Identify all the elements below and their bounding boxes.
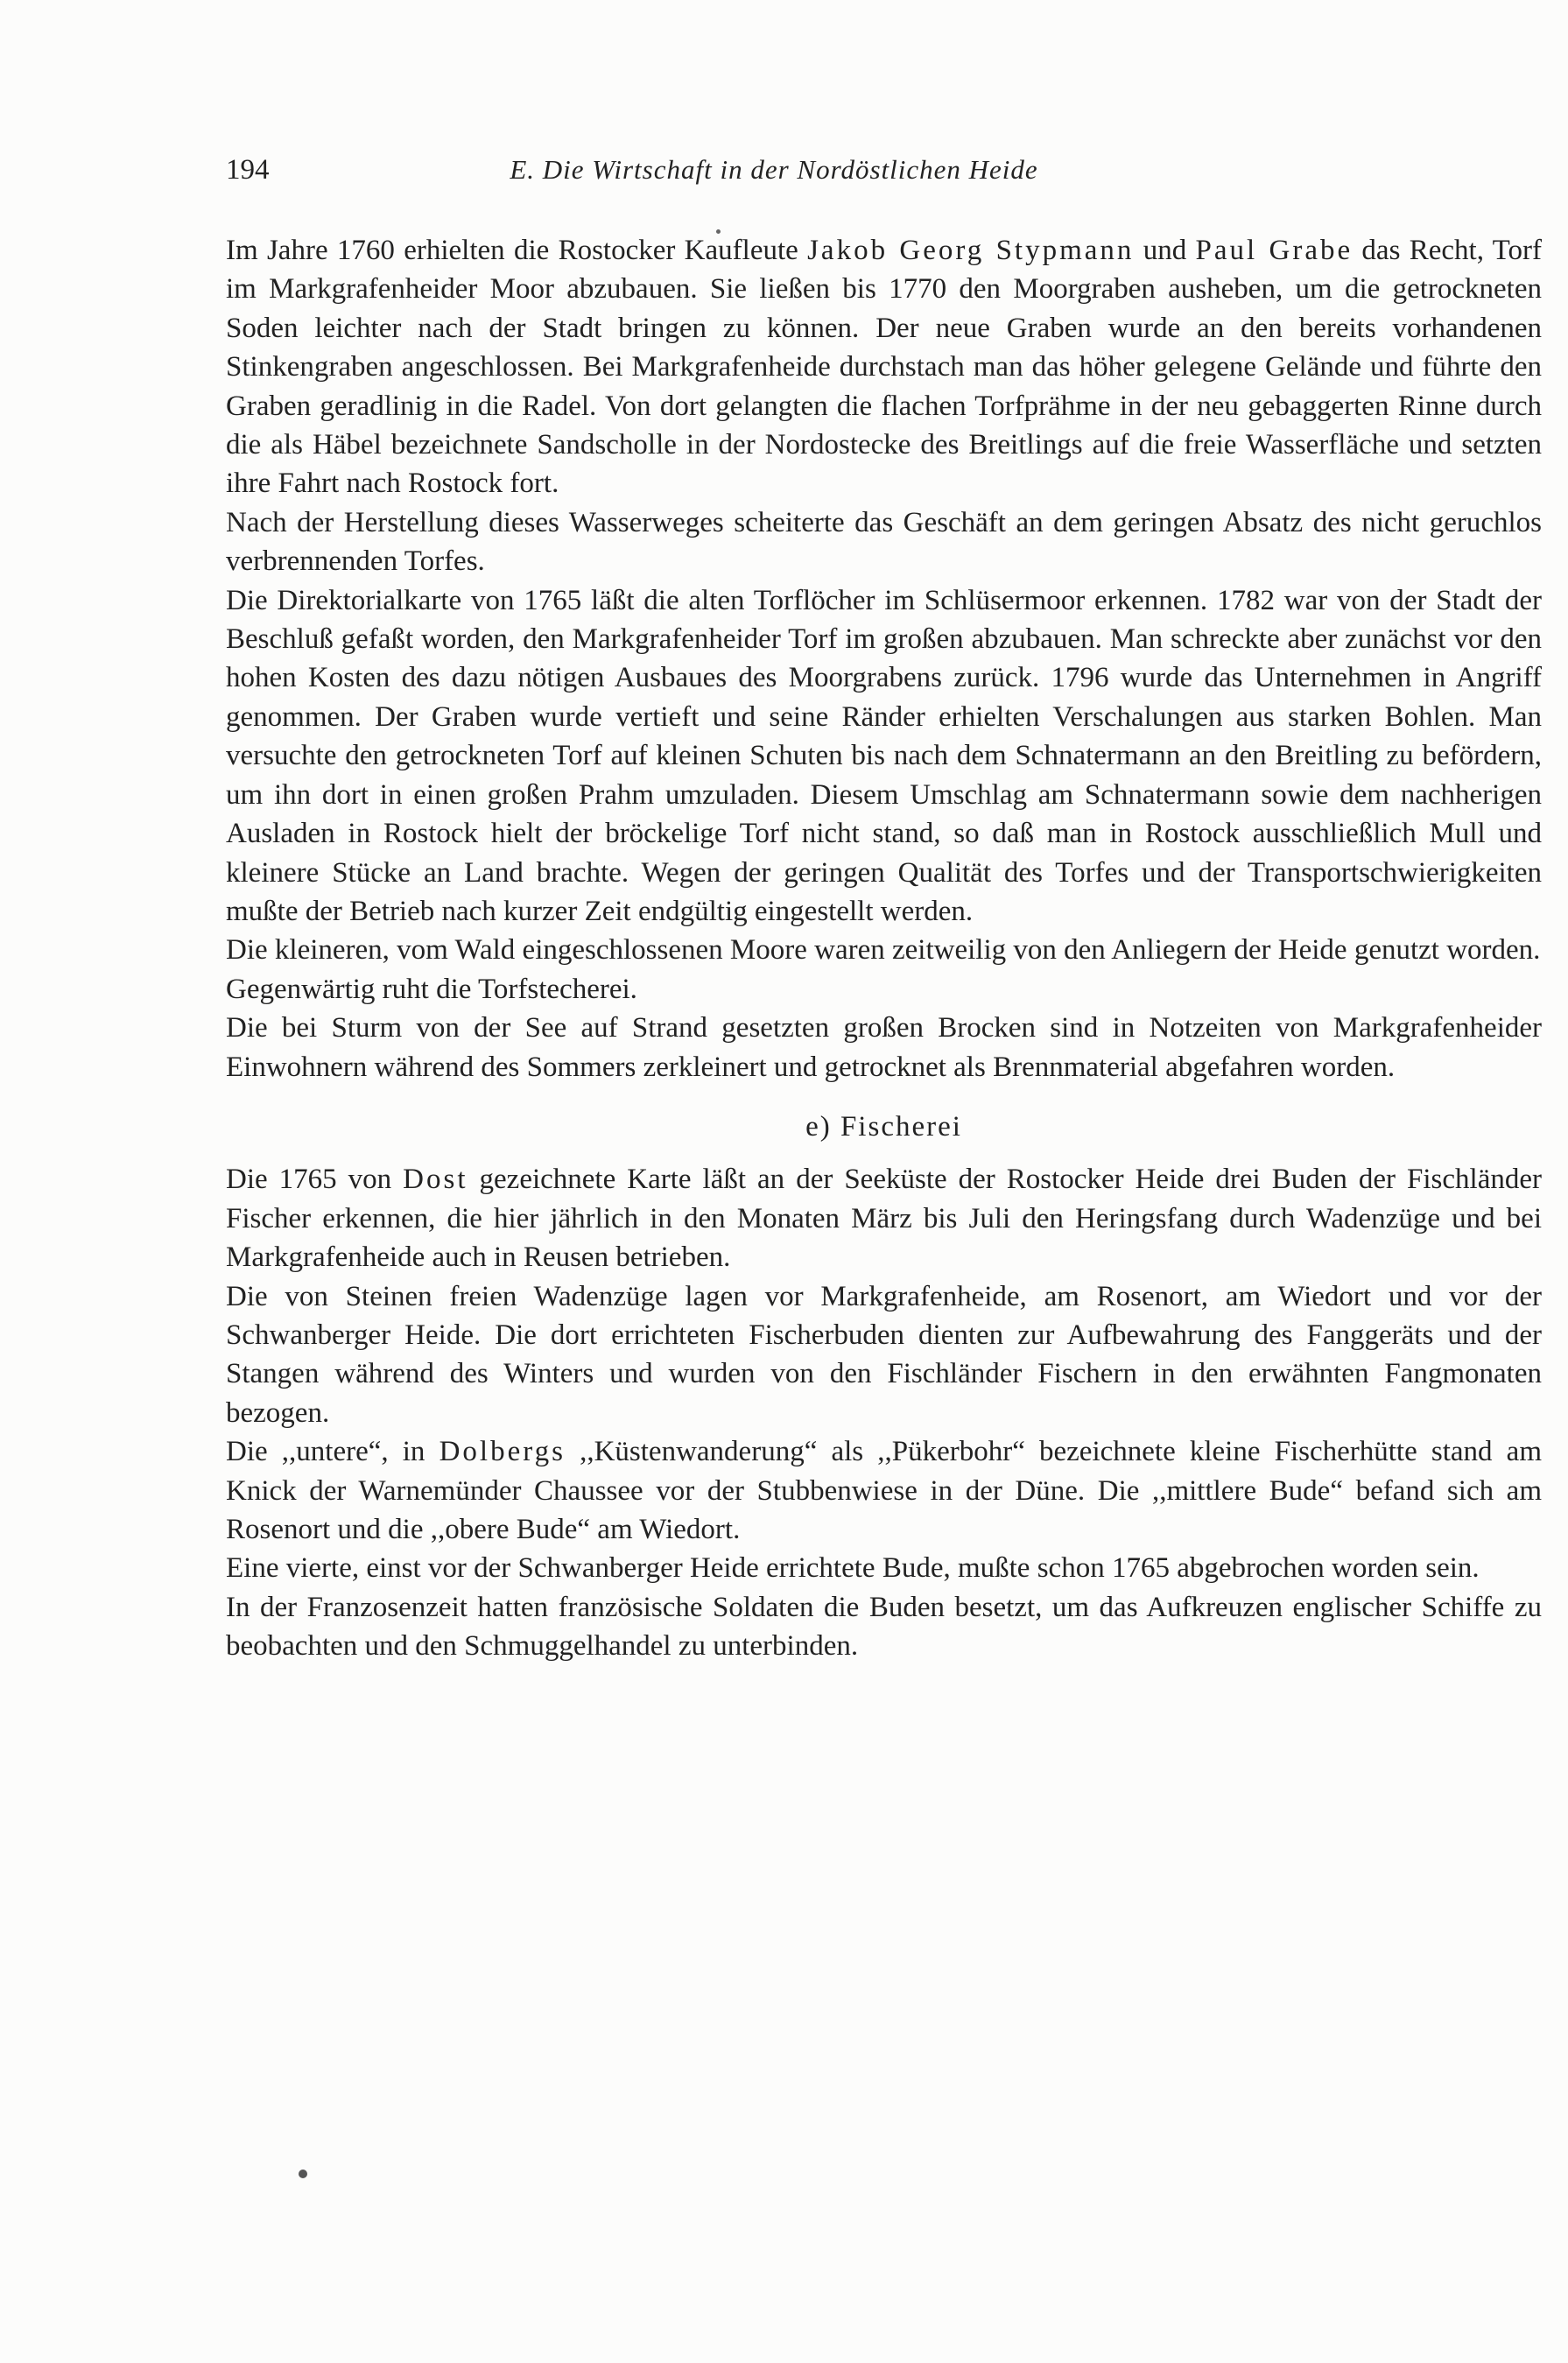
paragraph-direktorialkarte: Die Direktorialkarte von 1765 läßt die alten Torflöcher im Schlüsermoor erkennen. 1782 war von der Stadt der Beschluß gefaßt worden, den Markgrafenheider Torf im großen abzubauen. Man schreckte aber zunächst vor den hohen Kosten des dazu nötigen Ausbaues des Moorgrabens zurück. 1796 wurde das Unternehmen in Angriff genommen. Der Graben wurde vertieft und seine Ränder erhielten Verschalungen aus starken Bohlen. Man versuchte den getrockneten Torf auf kleinen Schuten bis nach dem Schnatermann an den Breitling zu befördern, um ihn dort in einen großen Prahm umzuladen. Diesem Umschlag am Schnatermann sowie dem nachherigen Ausladen in Rostock hielt der bröckelige Torf nicht stand, so daß man in Rostock ausschließlich Mull und kleinere Stücke an Land brachte. Wegen der geringen Qualität des Torfes und der Transportschwierigkeiten mußte der Betrieb nach kurzer Zeit endgültig eingestellt werden. — [226, 584, 1542, 927]
paragraph-vierte-bude: Eine vierte, einst vor der Schwanberger Heide errichtete Bude, mußte schon 1765 abgebrochen worden sein. — [226, 1552, 1480, 1585]
text-run: ,,Küstenwanderung“ als ,,Pükerbohr“ bezeichnete kleine Fischerhütte stand am Knick der Warnemünder Chaussee vor der Stubbenwiese in der Düne. Die ,,mittlere Bude“ befand sich am Rosenort und die ,,obere Bude“ am Wiedort. — [226, 1436, 1542, 1545]
main-text — [226, 231, 1542, 1666]
person-name-dolberg: Dolbergs — [439, 1436, 566, 1468]
paragraph-franzosenzeit: In der Franzosenzeit hatten französische Soldaten die Buden besetzt, um das Aufkreuzen englischer Schiffe zu beobachten und den Schmuggelhandel zu unterbinden. — [226, 1591, 1542, 1663]
paragraph-kleinere-moore: Die kleineren, vom Wald eingeschlossenen Moore waren zeitweilig von den Anliegern der Heide genutzt worden. — [226, 934, 1541, 967]
paragraph-wadenzuege: Die von Steinen freien Wadenzüge lagen vor Markgrafenheide, am Rosenort, am Wiedort und vor der Schwanberger Heide. Die dort errichteten Fischerbuden dienten zur Aufbewahrung des Fanggeräts und der Stangen während des Winters und wurden von den Fischländer Fischern in den erwähnten Fangmonaten bezogen. — [226, 1280, 1542, 1429]
paragraph-wasserweg: Nach der Herstellung dieses Wasserweges scheiterte das Geschäft an dem geringen Absatz des nicht geruchlos verbrennenden Torfes. — [226, 506, 1542, 578]
text-run: Im Jahre 1760 erhielten die Rostocker Kaufleute — [226, 235, 808, 266]
person-name-dost: Dost — [403, 1164, 468, 1196]
person-name-grabe: Paul Grabe — [1195, 235, 1354, 266]
section-heading-fischerei: e) Fischerei — [805, 1110, 962, 1143]
paragraph-gegenwart: Gegenwärtig ruht die Torfstecherei. — [226, 973, 637, 1005]
paragraph-fischerbuden-karte — [226, 1160, 1542, 1276]
print-speck — [299, 2170, 307, 2178]
page-number: 194 — [226, 154, 270, 186]
text-run: gezeichnete Karte läßt an der Seeküste der Rostocker Heide drei Buden der Fischländer Fischer erkennen, die hier jährlich in den Monaten März bis Juli den Heringsfang durch Wadenzüge und bei Markgrafenheide auch in Reusen betrieben. — [226, 1164, 1542, 1274]
text-run: Die ,,untere“, in — [226, 1436, 439, 1468]
text-run: und — [1134, 235, 1196, 266]
page-header — [226, 151, 1208, 189]
paragraph-untere-bude — [226, 1432, 1542, 1549]
paragraph-torf-abbau — [226, 231, 1542, 503]
text-run: Die 1765 von — [226, 1164, 404, 1196]
running-title: E. Die Wirtschaft in der Nordöstlichen Heide — [510, 154, 1038, 185]
paragraph-brocken: Die bei Sturm von der See auf Strand gesetzten großen Brocken sind in Notzeiten von Markgrafenheider Einwohnern während des Sommers zerkleinert und getrocknet als Brennmaterial abgefahren worden. — [226, 1012, 1542, 1083]
text-run: das Recht, Torf im Markgrafenheider Moor abzubauen. Sie ließen bis 1770 den Moorgraben ausheben, um die getrockneten Soden leichter nach der Stadt bringen zu können. Der neue Graben wurde an den bereits vorhandenen Stinkengraben angeschlossen. Bei Markgrafenheide durchstach man das höher gelegene Gelände und führte den Graben geradlinig in die Radel. Von dort gelangten die flachen Torfprähme in der neu gebaggerten Rinne durch die als Häbel bezeichnete Sandscholle in der Nordostecke des Breitlings auf die freie Wasserfläche und setzten ihre Fahrt nach Rostock fort. — [226, 235, 1542, 500]
person-name-stypmann: Jakob Georg Stypmann — [807, 235, 1135, 266]
